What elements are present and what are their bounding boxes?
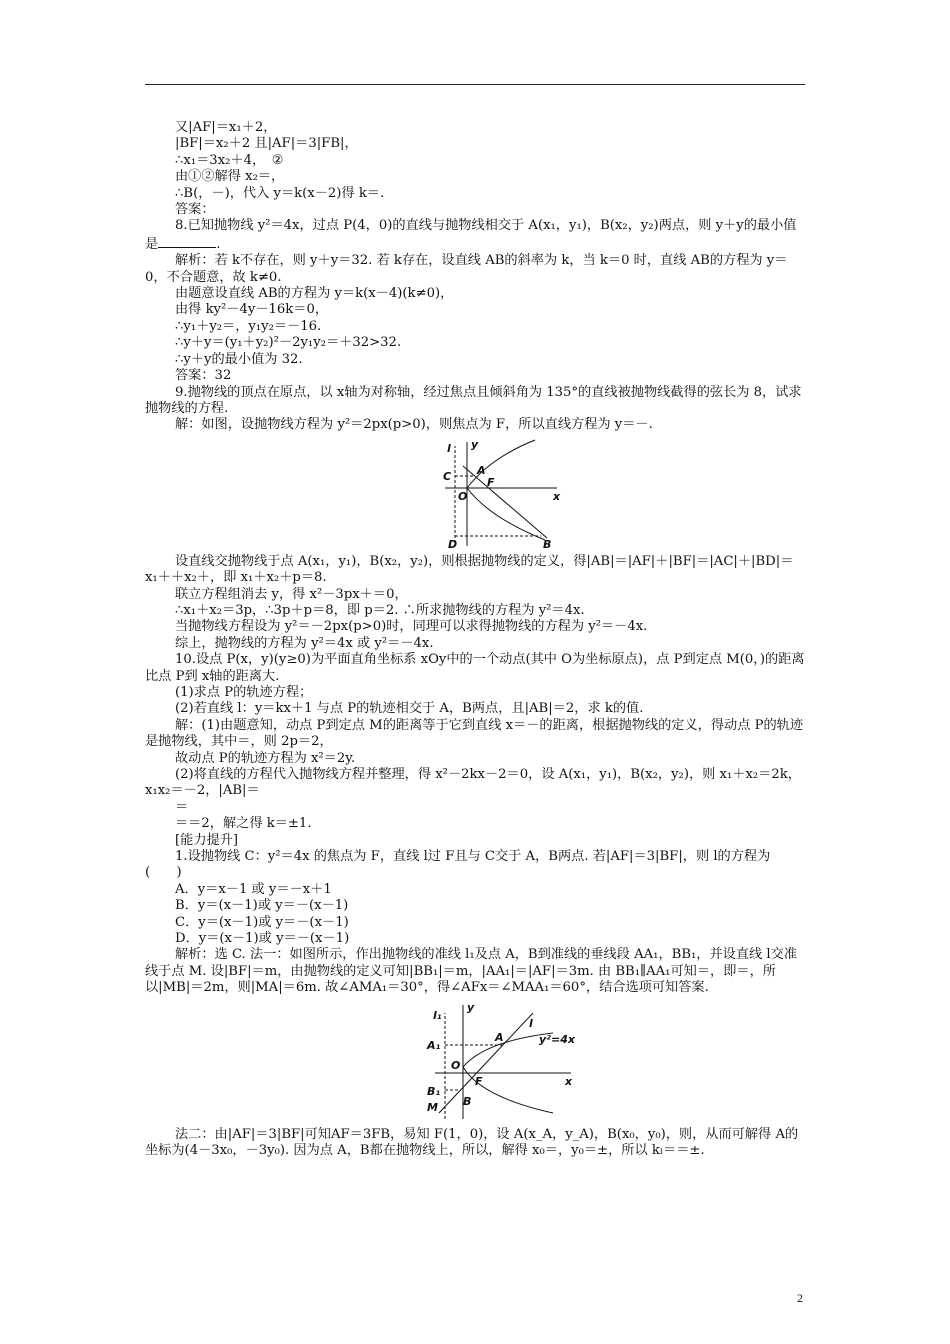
parabola-figure-1-svg [435, 438, 565, 550]
text-line: 联立方程组消去 y，得 x²－3px＋＝0， [175, 586, 408, 602]
fig1-label: B [543, 537, 552, 550]
text-line: ∴x₁＋x₂＝3p，∴3p＋p＝8，即 p＝2. ∴所求抛物线的方程为 y²＝4x. [175, 602, 585, 618]
text-line: 又|AF|＝x₁＋2， [175, 120, 277, 135]
text-line: (1)求点 P的轨迹方程； [175, 684, 313, 700]
text-line: 法二：由|AF|＝3|BF|可知AF＝3FB，易知 F(1，0)，设 A(x_A，y_A)，B(x₀，y₀)，则，从而可解得 A的坐标为(4－3x₀，－3y₀). 因为点 A，B都在抛物线上，所以，解得 x₀＝，y₀＝±，所以 kₗ＝＝±. [145, 1126, 799, 1159]
text-line: 由题意设直线 AB的方程为 y＝k(x－4)(k≠0)， [175, 286, 454, 302]
option-d: D．y＝(x－1)或 y＝－(x－1) [175, 931, 350, 947]
text-line: ∴B(，－)，代入 y＝k(x－2)得 k＝. [175, 185, 385, 201]
fig2-label: A₁ [427, 1038, 441, 1052]
fig1-label: y [471, 437, 479, 451]
fig1-label: x [553, 489, 561, 503]
text-line: (2)若直线 l：y＝kx＋1 与点 P的轨迹相交于 A，B两点，且|AB|＝2，求 k的值. [175, 701, 644, 717]
text-line: ∴y＋y＝(y₁＋y₂)²－2y₁y₂＝＋32>32. [175, 335, 402, 351]
fig1-label: O [458, 489, 468, 503]
text-line: ∴y＋y的最小值为 32. [175, 351, 303, 367]
parabola-figure-1 [145, 438, 805, 550]
parabola-figure-2 [145, 1001, 805, 1123]
fig1-label: A [477, 463, 486, 477]
fig1-label: C [443, 469, 452, 483]
question-8 [145, 218, 805, 253]
text-line: 由得 ky²－4y－16k＝0， [175, 302, 329, 318]
text-line: ∴x₁＝3x₂＋4， ② [175, 152, 284, 168]
text-line: 解：(1)由题意知，动点 P到定点 M的距离等于它到直线 x＝－的距离，根据抛物线的定义，得动点 P的轨迹是抛物线，其中＝，则 2p＝2， [145, 717, 804, 750]
text-line: 10.设点 P(x，y)(y≥0)为平面直角坐标系 xOy中的一个动点(其中 O为坐标原点)，点 P到定点 M(0，)的距离比点 P到 x轴的距离大. [145, 652, 805, 684]
text-line: ＝ [175, 799, 189, 815]
text-line: (2)将直线的方程代入抛物线方程并整理，得 x²－2kx－2＝0，设 A(x₁，y₁)，B(x₂，y₂)，则 x₁＋x₂＝2k，x₁x₂＝－2，|AB|＝ [145, 767, 801, 799]
chord-line [463, 463, 547, 538]
fig2-label: M [427, 1100, 438, 1114]
fig2-label: B [463, 1094, 472, 1108]
fig1-label: D [448, 537, 458, 550]
fig2-label: O [451, 1058, 461, 1072]
parabola-figure-2-svg [415, 1001, 575, 1123]
answer-blank [158, 235, 216, 248]
fig2-label: y²=4x [539, 1032, 575, 1046]
document-body [145, 120, 805, 1160]
text-line: ∴y₁＋y₂＝，y₁y₂＝－16. [175, 318, 322, 334]
text-line: 1.设抛物线 C：y²＝4x 的焦点为 F，直线 l过 F且与 C交于 A，B两点. 若|AF|＝3|BF|，则 l的方程为( ) [145, 849, 771, 881]
text-line: ＝＝2，解之得 k＝±1. [175, 816, 312, 832]
fig2-label: x [565, 1074, 573, 1088]
fig1-label: l [447, 441, 451, 455]
text-line: |BF|＝x₂＋2 且|AF|＝3|FB|， [175, 136, 358, 152]
section-heading: [能力提升] [175, 832, 239, 848]
fig2-label: F [475, 1074, 483, 1088]
text-line: 9.抛物线的顶点在原点，以 x轴为对称轴，经过焦点且倾斜角为 135°的直线被抛物线截得的弦长为 8，试求抛物线的方程. [145, 384, 802, 416]
text-line: 当抛物线方程设为 y²＝－2px(p>0)时，同理可以求得抛物线的方程为 y²＝－4x. [175, 619, 648, 635]
fig2-label: l₁ [433, 1008, 442, 1022]
option-b: B．y＝(x－1)或 y＝－(x－1) [175, 898, 349, 914]
header-rule [145, 84, 805, 85]
text-line: 解：如图，设抛物线方程为 y²＝2px(p>0)，则焦点为 F，所以直线方程为 y＝－. [175, 417, 653, 433]
fig2-label: y [467, 1000, 475, 1014]
text-line: 设直线交抛物线于点 A(x₁，y₁)，B(x₂，y₂)，则根据抛物线的定义，得|AB|＝|AF|＋|BF|＝|AC|＋|BD|＝x₁＋＋x₂＋，即 x₁＋x₂＋p＝8. [145, 553, 794, 586]
text-line: 答案：32 [175, 368, 232, 384]
text-line: 答案： [175, 202, 215, 218]
option-a: A．y＝x－1 或 y＝－x＋1 [175, 881, 332, 897]
page-number: 2 [797, 1291, 803, 1305]
text-line: 解析：选 C. 法一：如图所示，作出抛物线的准线 l₁及点 A，B到准线的垂线段 AA₁，BB₁，并设直线 l交准线于点 M. 设|BF|＝m，由抛物线的定义可知|BB₁|＝m，|AA₁|＝|AF|＝3m. 由 BB₁∥AA₁可知＝，即＝，所以|MB|＝2m，则|MA|＝6m. 故∠AMA₁＝30°，得∠AFx＝∠MAA₁＝60°，结合选项可知答案. [145, 947, 798, 996]
text-line: 解析：若 k不存在，则 y＋y＝32. 若 k存在，设直线 AB的斜率为 k，当 k＝0 时，直线 AB的方程为 y＝0，不合题意，故 k≠0. [145, 253, 788, 285]
option-c: C．y＝(x－1)或 y＝－(x－1) [175, 914, 349, 930]
fig2-label: B₁ [427, 1084, 441, 1098]
fig1-label: F [487, 475, 495, 489]
text-line: 由①②解得 x₂＝， [175, 169, 285, 185]
question-8-end: . [216, 236, 221, 252]
text-line: 综上，抛物线的方程为 y²＝4x 或 y²＝－4x. [175, 635, 434, 651]
parabola-curve [467, 437, 545, 540]
fig2-label: A [495, 1030, 504, 1044]
text-line: 故动点 P的轨迹方程为 x²＝2y. [175, 750, 356, 766]
fig2-label: l [529, 1016, 533, 1030]
question-8-text: 8.已知抛物线 y²＝4x，过点 P(4，0)的直线与抛物线相交于 A(x₁，y₁)，B(x₂，y₂)两点，则 y＋y的最小值是 [145, 218, 797, 252]
